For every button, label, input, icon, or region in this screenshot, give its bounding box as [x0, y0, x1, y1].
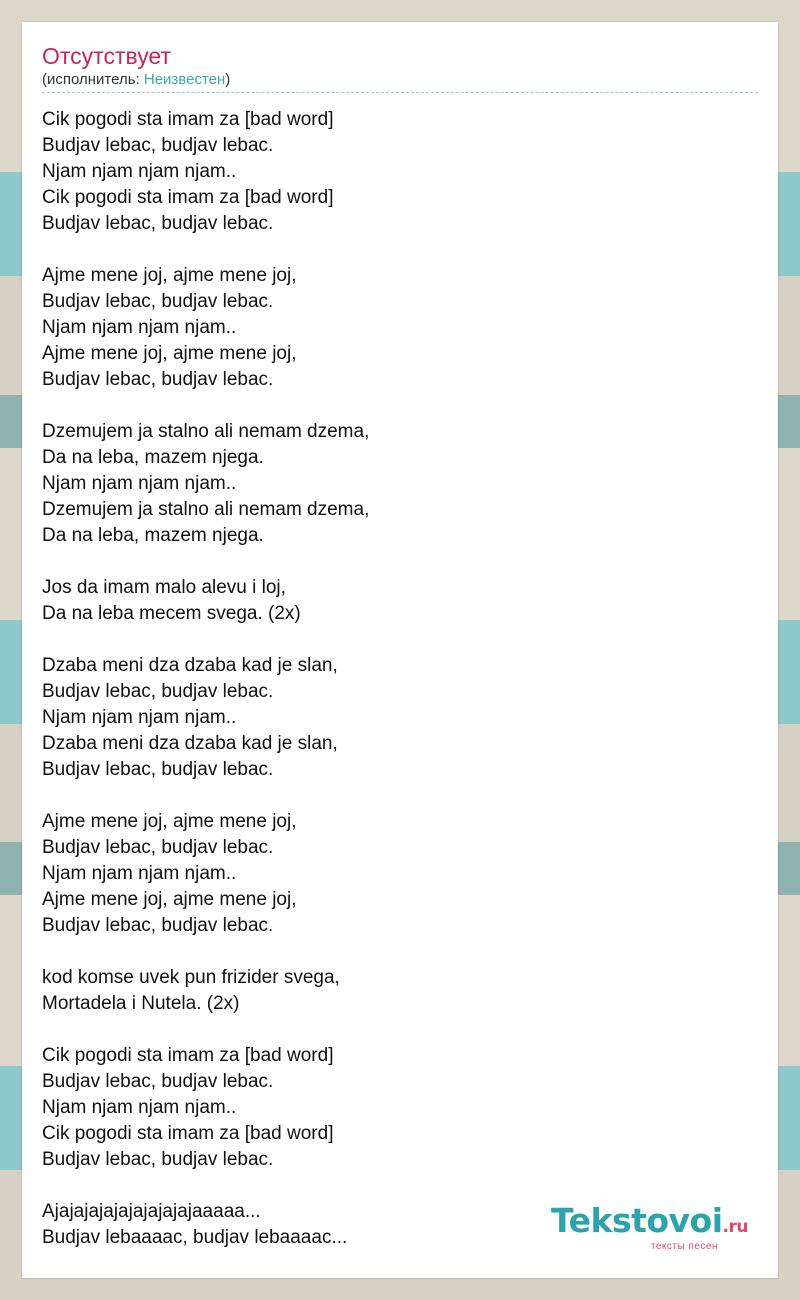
artist-link[interactable]: Неизвестен	[143, 71, 226, 88]
lyrics-line: Cik pogodi sta imam za [bad word]	[42, 109, 334, 130]
lyrics-line: Ajme mene joj, ajme mene joj,	[42, 343, 297, 364]
lyrics-line: Ajajajajajajajajajajaaaaa...	[42, 1201, 261, 1222]
lyrics-stanza	[42, 575, 758, 627]
logo-tld: .ru	[722, 1217, 748, 1237]
lyrics-stanza	[42, 1043, 758, 1173]
lyrics-line: Budjav lebac, budjav lebac.	[42, 291, 274, 312]
lyrics-line: Njam njam njam njam..	[42, 863, 237, 884]
lyrics-line: Ajme mene joj, ajme mene joj,	[42, 811, 297, 832]
lyrics-line: Cik pogodi sta imam za [bad word]	[42, 1123, 334, 1144]
lyrics-card	[22, 22, 778, 1278]
song-meta	[42, 70, 758, 93]
lyrics-line: Njam njam njam njam..	[42, 473, 237, 494]
lyrics-line: Budjav lebaaaac, budjav lebaaaac...	[42, 1227, 348, 1248]
lyrics-line: Ajme mene joj, ajme mene joj,	[42, 265, 297, 286]
lyrics-line: Budjav lebac, budjav lebac.	[42, 1071, 274, 1092]
lyrics-line: Ajme mene joj, ajme mene joj,	[42, 889, 297, 910]
lyrics-line: Dzaba meni dza dzaba kad je slan,	[42, 733, 338, 754]
lyrics-line: Dzemujem ja stalno ali nemam dzema,	[42, 421, 370, 442]
lyrics-stanza	[42, 107, 758, 237]
lyrics-line: Njam njam njam njam..	[42, 707, 237, 728]
lyrics-stanza	[42, 263, 758, 393]
lyrics-line: Njam njam njam njam..	[42, 1097, 237, 1118]
lyrics-line: Budjav lebac, budjav lebac.	[42, 135, 274, 156]
song-title: Отсутствует	[42, 43, 171, 69]
lyrics-line: Njam njam njam njam..	[42, 161, 237, 182]
lyrics-stanza	[42, 965, 758, 1017]
lyrics-line: Budjav lebac, budjav lebac.	[42, 837, 274, 858]
lyrics-body	[42, 107, 758, 1251]
lyrics-stanza	[42, 419, 758, 549]
lyrics-line: Cik pogodi sta imam za [bad word]	[42, 187, 334, 208]
lyrics-line: Dzaba meni dza dzaba kad je slan,	[42, 655, 338, 676]
lyrics-line: Njam njam njam njam..	[42, 317, 237, 338]
lyrics-line: Jos da imam malo alevu i loj,	[42, 577, 286, 598]
lyrics-line: Da na leba, mazem njega.	[42, 447, 264, 468]
logo-tagline: тексты песен	[650, 1241, 718, 1252]
lyrics-line: Budjav lebac, budjav lebac.	[42, 759, 274, 780]
lyrics-stanza	[42, 809, 758, 939]
lyrics-line: kod komse uvek pun frizider svega,	[42, 967, 340, 988]
lyrics-line: Budjav lebac, budjav lebac.	[42, 369, 274, 390]
lyrics-line: Budjav lebac, budjav lebac.	[42, 681, 274, 702]
meta-prefix: (исполнитель:	[42, 71, 144, 88]
lyrics-line: Da na leba, mazem njega.	[42, 525, 264, 546]
site-logo[interactable]	[551, 1201, 748, 1252]
lyrics-line: Da na leba mecem svega. (2x)	[42, 603, 301, 624]
logo-name: Tekstovoi	[551, 1201, 723, 1240]
lyrics-line: Dzemujem ja stalno ali nemam dzema,	[42, 499, 370, 520]
lyrics-line: Cik pogodi sta imam za [bad word]	[42, 1045, 334, 1066]
meta-suffix: )	[225, 71, 231, 88]
lyrics-stanza	[42, 653, 758, 783]
lyrics-line: Mortadela i Nutela. (2x)	[42, 993, 240, 1014]
logo-wordmark	[551, 1201, 748, 1244]
lyrics-line: Budjav lebac, budjav lebac.	[42, 213, 274, 234]
lyrics-line: Budjav lebac, budjav lebac.	[42, 915, 274, 936]
lyrics-line: Budjav lebac, budjav lebac.	[42, 1149, 274, 1170]
